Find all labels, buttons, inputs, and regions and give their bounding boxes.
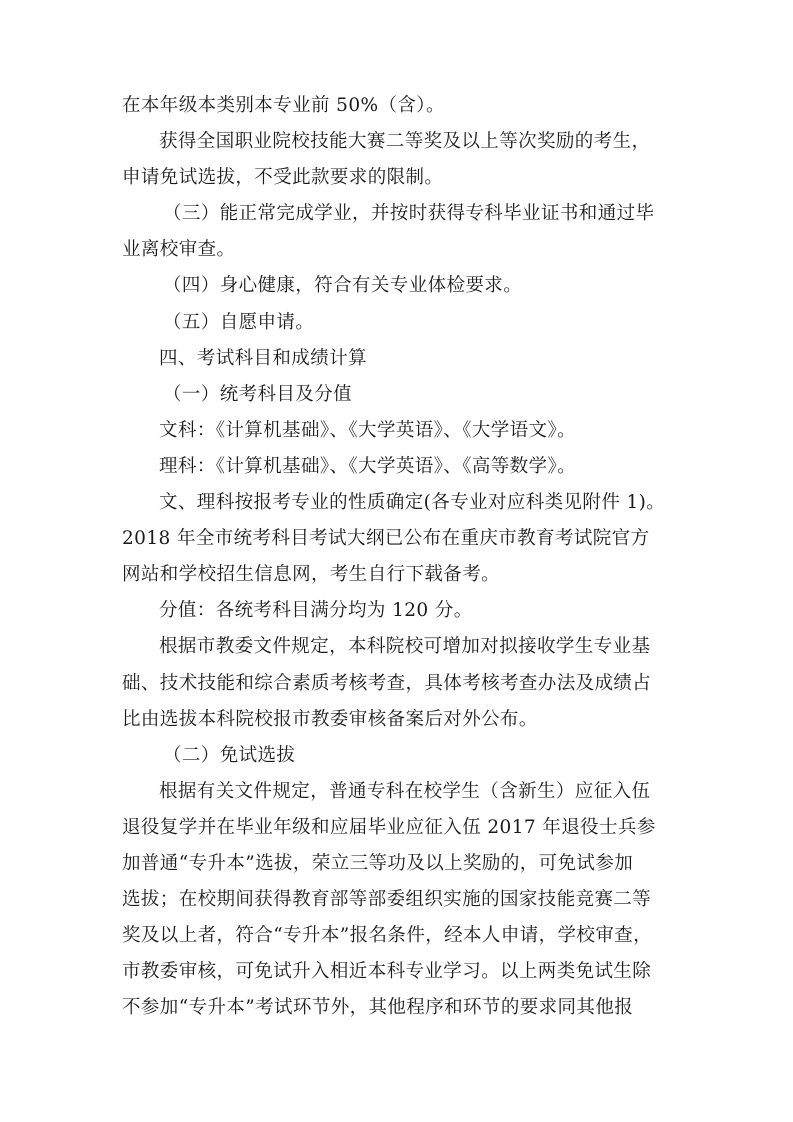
text-line: 2018 年全市统考科目考试大纲已公布在重庆市教育考试院官方 (122, 528, 650, 550)
text-line: 获得全国职业院校技能大赛二等奖及以上等次奖励的考生， (159, 131, 651, 153)
document-body (122, 88, 678, 1026)
text-line: （四）身心健康，符合有关专业体检要求。 (163, 275, 523, 297)
text-line: （五）自愿申请。 (163, 311, 315, 333)
text-line: 业离校审查。 (122, 239, 236, 261)
text-line: 退役复学并在毕业年级和应届毕业应征入伍 2017 年退役士兵参 (122, 816, 656, 838)
text-line: 不参加“专升本”考试环节外，其他程序和环节的要求同其他报 (122, 997, 634, 1019)
text-line: 理科：《计算机基础》、《大学英语》、《高等数学》。 (159, 455, 577, 477)
text-line: 加普通“专升本”选拔，荣立三等功及以上奖励的，可免试参加 (122, 852, 634, 874)
text-line: 根据有关文件规定，普通专科在校学生（含新生）应征入伍 (159, 780, 651, 802)
section-heading: 四、考试科目和成绩计算 (159, 347, 367, 369)
text-line: 网站和学校招生信息网，考生自行下载备考。 (122, 564, 501, 586)
subsection-heading: （一）统考科目及分值 (163, 383, 353, 405)
text-line: （三）能正常完成学业，并按时获得专科毕业证书和通过毕 (163, 203, 655, 225)
text-line: 文、理科按报考专业的性质确定(各专业对应科类见附件 1)。 (159, 492, 666, 514)
text-line: 市教委审核，可免试升入相近本科专业学习。以上两类免试生除 (122, 961, 652, 983)
text-line: 申请免试选拔，不受此款要求的限制。 (122, 167, 444, 189)
text-line: 础、技术技能和综合素质考核考查，具体考核考查办法及成绩占 (122, 672, 652, 694)
text-line: 文科：《计算机基础》、《大学英语》、《大学语文》。 (159, 419, 577, 441)
text-line: 分值：各统考科目满分均为 120 分。 (159, 600, 473, 622)
text-line: 比由选拔本科院校报市教委审核备案后对外公布。 (122, 708, 538, 730)
text-line: 根据市教委文件规定，本科院校可增加对拟接收学生专业基 (159, 636, 651, 658)
subsection-heading: （二）免试选拔 (163, 744, 296, 766)
text-line: 选拔；在校期间获得教育部等部委组织实施的国家技能竞赛二等 (122, 889, 652, 911)
text-line: 在本年级本类别本专业前 50%（含）。 (122, 95, 445, 116)
text-line: 奖及以上者，符合“专升本”报名条件，经本人申请，学校审查， (122, 925, 653, 947)
